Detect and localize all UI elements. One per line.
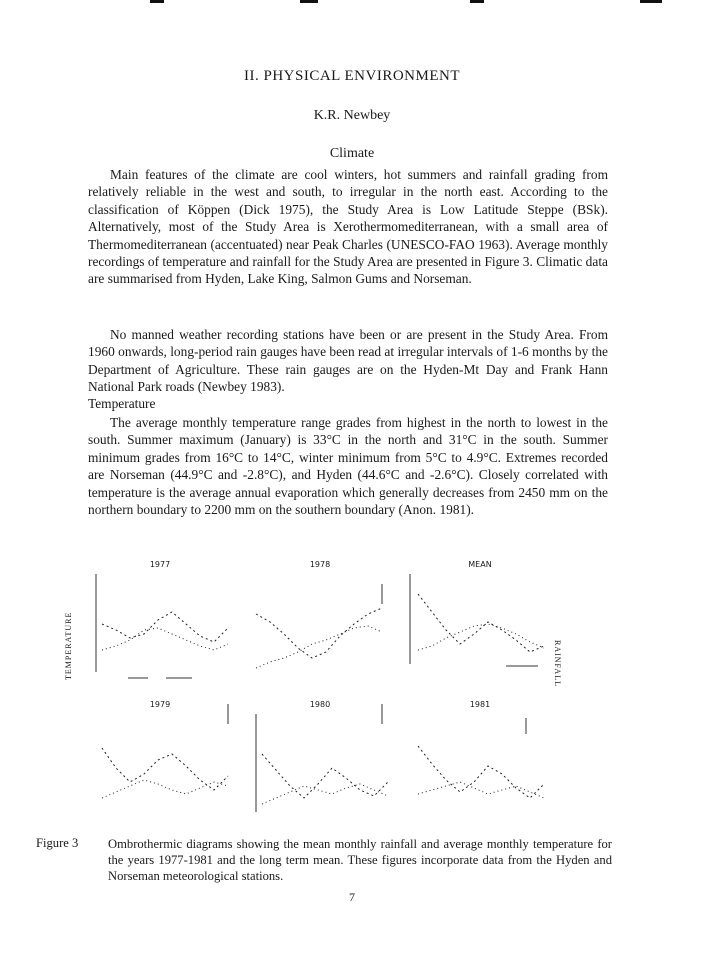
scan-mark	[640, 0, 662, 3]
panel-plot	[82, 694, 238, 832]
panel-plot	[402, 694, 558, 832]
temperature-heading: Temperature	[88, 396, 156, 411]
figure-panel	[82, 694, 238, 832]
figure-panel	[82, 554, 238, 692]
figure-left-axis-label: TEMPERATURE	[64, 611, 73, 680]
author-line: K.R. Newbey	[313, 108, 391, 123]
panel-plot	[242, 554, 398, 692]
scan-mark	[300, 0, 318, 3]
panel-label: MEAN	[468, 560, 492, 569]
subsection-heading: Climate	[329, 146, 375, 161]
figure-caption: Ombrothermic diagrams showing the mean monthly rainfall and average monthly temperature for the years 1977-1981 and the long term mean. These figures incorporate data from the Hyden and Norseman meteorological stations.	[108, 837, 612, 883]
section-heading: II. PHYSICAL ENVIRONMENT	[243, 68, 461, 84]
figure-right-axis-label: RAINFALL	[553, 640, 562, 687]
page-number: 7	[349, 890, 355, 904]
figure-panel	[402, 554, 558, 692]
scan-mark	[150, 0, 164, 3]
figure-panel	[242, 554, 398, 692]
scan-mark	[470, 0, 484, 3]
panel-label: 1981	[469, 700, 491, 709]
figure-number: Figure 3	[36, 836, 79, 850]
panel-plot	[242, 694, 398, 832]
figure-panel	[402, 694, 558, 832]
panel-label: 1980	[309, 700, 331, 709]
climate-paragraph-1: Main features of the climate are cool winters, hot summers and rainfall grading from relatively reliable in the west and south, to irregular in the north east. According to the classification of Köppen (Dick 1975), the Study Area is Low Latitude Steppe (BSk). Alternatively, most of the Study Area is Xerothermomediterranean, with a small area of Thermomediterranean (accentuated) near Peak Charles (UNESCO-FAO 1963). Average monthly recordings of temperature and rainfall for the Study Area are presented in Figure 3. Climatic data are summarised from Hyden, Lake King, Salmon Gums and Norseman.	[88, 167, 608, 287]
panel-label: 1977	[149, 560, 171, 569]
panel-plot	[82, 554, 238, 692]
climate-paragraph-2: No manned weather recording stations have been or are present in the Study Area. From 1960 onwards, long-period rain gauges have been read at irregular intervals of 1-6 months by the Department of Agriculture. These rain gauges are on the Hyden-Mt Day and Frank Hann National Park roads (Newbey 1983).	[88, 327, 608, 395]
scan-top-edge	[0, 0, 704, 6]
ombrothermic-figure	[72, 548, 562, 832]
panel-label: 1978	[309, 560, 331, 569]
panel-plot	[402, 554, 558, 692]
figure-panel	[242, 694, 398, 832]
panel-label: 1979	[149, 700, 171, 709]
temperature-paragraph: The average monthly temperature range grades from highest in the north to lowest in the south. Summer maximum (January) is 33°C in the north and 31°C in the south. Summer minimum grades from 16°C to 14°C, winter minimum from 5°C to 4.9°C. Extremes recorded are Norseman (44.9°C and -2.8°C), and Hyden (44.6°C and -2.6°C). Closely correlated with temperature is the average annual evaporation which generally decreases from 2450 mm on the northern boundary to 2200 mm on the southern boundary (Anon. 1981).	[88, 415, 608, 518]
